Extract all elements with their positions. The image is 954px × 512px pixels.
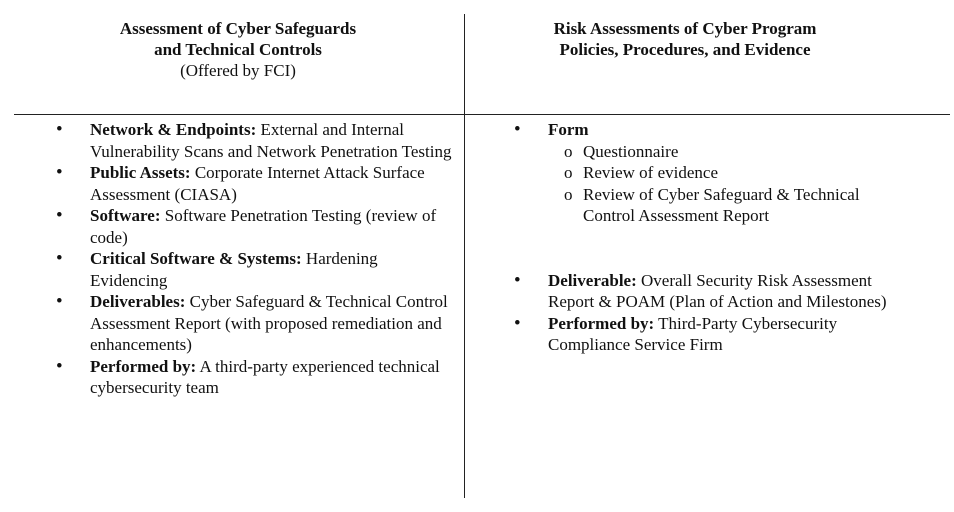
form-sub-list	[548, 141, 894, 227]
item-label: Critical Software & Systems:	[90, 249, 302, 268]
list-item	[56, 162, 456, 205]
item-label: Deliverable:	[548, 270, 637, 290]
item-text: Hardening Evidencing	[90, 249, 378, 290]
item-label: Deliverables:	[90, 292, 186, 311]
list-item	[56, 291, 456, 356]
list-item-form	[514, 119, 894, 270]
list-item	[56, 248, 456, 291]
right-column-list	[514, 119, 894, 356]
list-item	[56, 119, 456, 162]
right-column-header	[480, 18, 890, 60]
header-divider	[14, 114, 950, 115]
sub-list-item: o Review of Cyber Safeguard & Technical Control Assessment Report	[548, 184, 894, 227]
item-text: Third-Party Cybersecurity Compliance Service Firm	[548, 313, 838, 354]
left-column-header	[52, 18, 424, 81]
left-column-title-line2: and Technical Controls	[154, 40, 322, 59]
item-text: Software Penetration Testing (review of code)	[90, 206, 437, 247]
item-label: Performed by:	[90, 356, 197, 376]
form-label: Form	[548, 120, 589, 139]
left-column-subtitle: (Offered by FCI)	[180, 61, 296, 80]
list-item	[56, 205, 456, 248]
right-column-title-line1: Risk Assessments of Cyber Program	[553, 19, 817, 38]
sub-list-item: o Questionnaire	[548, 141, 894, 163]
item-text: Overall Security Risk Assessment Report & POAM (Plan of Action and Milestones)	[548, 270, 887, 311]
spacer	[548, 227, 894, 270]
list-item	[56, 356, 456, 399]
item-label: Public Assets:	[90, 163, 191, 182]
item-label: Network & Endpoints:	[90, 120, 257, 139]
right-column-title-line2: Policies, Procedures, and Evidence	[559, 40, 811, 59]
item-text: Cyber Safeguard & Technical Control Assessment Report (with proposed remediation and enhancements)	[90, 292, 448, 354]
item-text: External and Internal Vulnerability Scans and Network Penetration Testing	[90, 120, 452, 161]
item-text: A third-party experienced technical cybersecurity team	[90, 356, 440, 397]
left-column-list	[56, 119, 456, 399]
list-item	[514, 313, 894, 356]
list-item	[514, 270, 894, 313]
sub-list-item: o Review of evidence	[548, 162, 894, 184]
left-column-title-line1: Assessment of Cyber Safeguards	[119, 19, 357, 38]
item-label: Performed by:	[548, 313, 655, 333]
item-label: Software:	[90, 206, 161, 225]
item-text: Corporate Internet Attack Surface Assessment (CIASA)	[90, 163, 425, 204]
column-divider	[464, 14, 465, 498]
